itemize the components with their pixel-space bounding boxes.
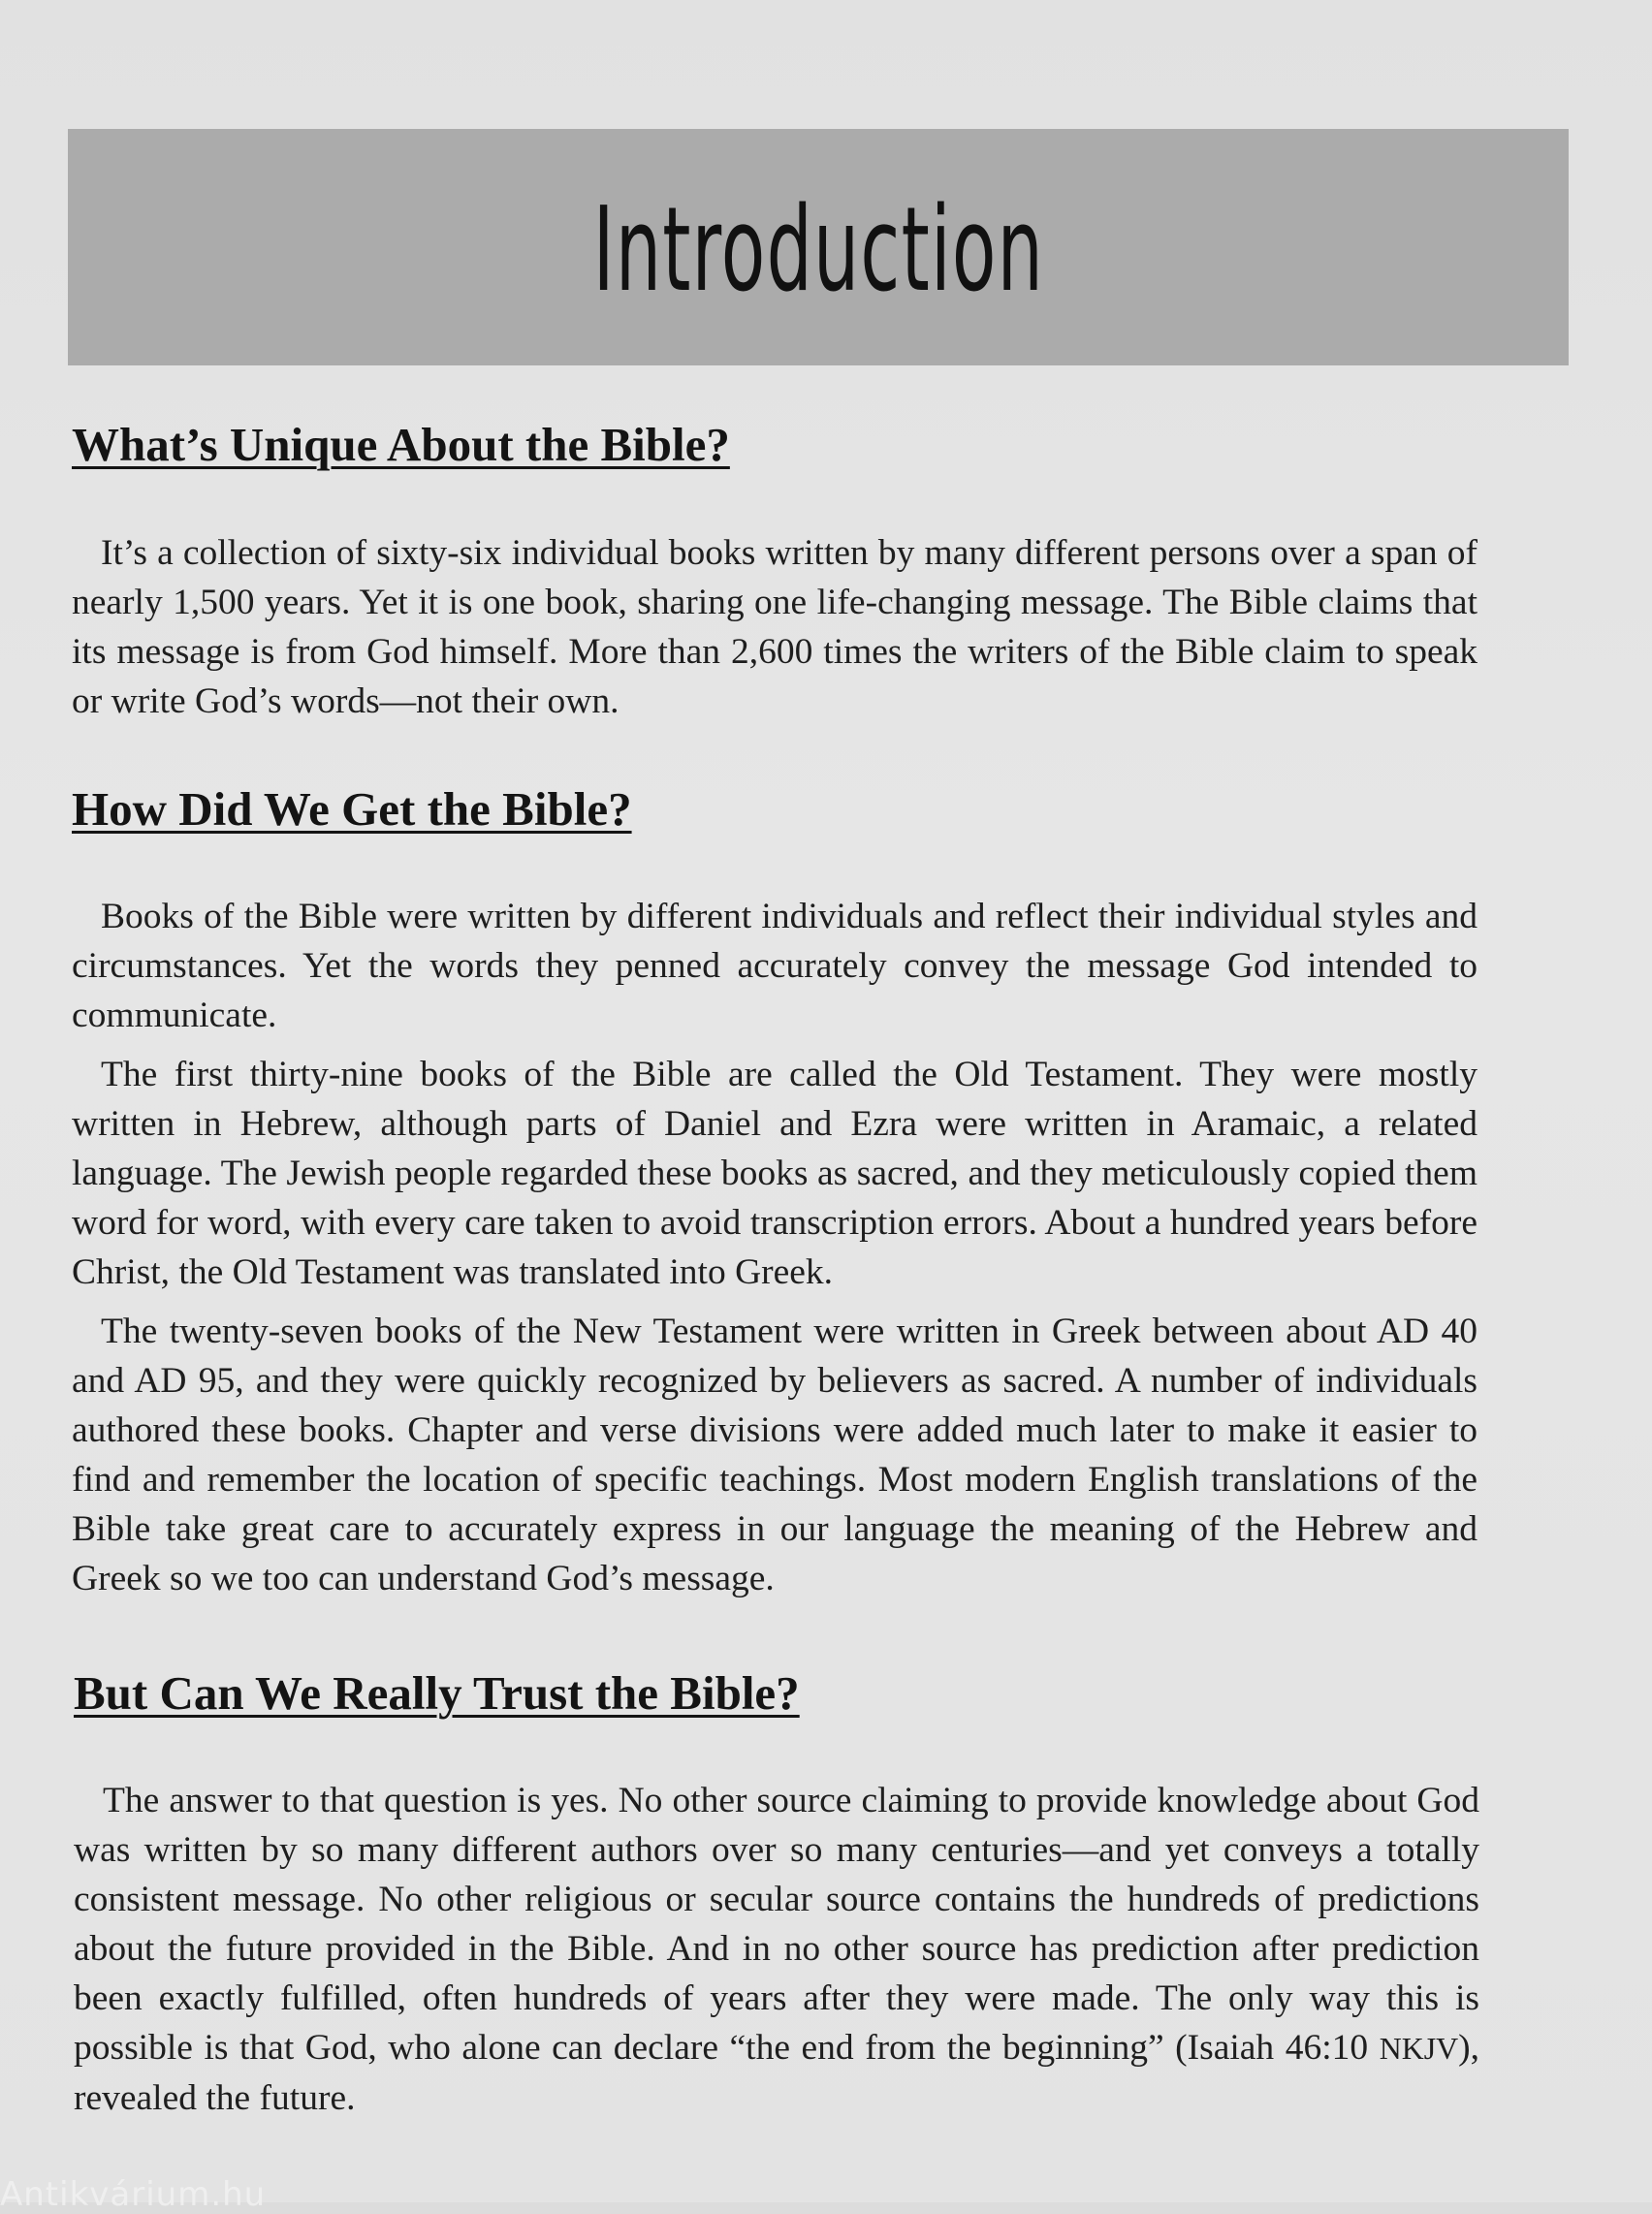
- section-heading: What’s Unique About the Bible?: [72, 418, 730, 471]
- section-trust: [74, 1665, 1479, 2133]
- paragraph: The twenty-seven books of the New Testament were written in Greek between about AD 40 and AD 95, and they were quickly recognized by believers as sacred. A number of individuals authored these books. Chapter and verse divisions were added much later to make it easier to find and remember the location of specific teachings. Most modern English translations of the Bible take great care to accurately express in our language the meaning of the Hebrew and Greek so we too can understand God’s message.: [72, 1311, 1477, 1598]
- title-banner: [68, 129, 1569, 365]
- bible-version-abbreviation: NKJV: [1379, 2031, 1459, 2066]
- paragraph: Books of the Bible were written by different individuals and reflect their individual styles and circumstances. Yet the words they penned accurately convey the message God intended to communicate.: [72, 896, 1477, 1035]
- paragraph: It’s a collection of sixty-six individual books written by many different persons over a span of nearly 1,500 years. Yet it is one book, sharing one life-changing message. The Bible claims that its message is from God himself. More than 2,600 times the writers of the Bible claim to speak or write God’s words—not their own.: [72, 532, 1477, 721]
- section-how-we-got-bible: [72, 781, 1477, 1613]
- section-heading: How Did We Get the Bible?: [72, 782, 632, 836]
- section-heading: But Can We Really Trust the Bible?: [74, 1666, 800, 1720]
- page-title: Introduction: [592, 183, 1044, 318]
- paragraph-closing: ), revealed the future.: [74, 2027, 1479, 2118]
- paragraph: [74, 1776, 1479, 2123]
- paragraph-text: The answer to that question is yes. No other source claiming to provide knowledge about God was written by so many different authors over so many centuries—and yet conveys a totally consistent message. No other religious or secular source contains the hundreds of predictions about the future provided in the Bible. And in no other source has prediction after prediction been exactly fulfilled, often hundreds of years after they were made. The only way this is possible is that God, who alone can declare “the end from the beginning” (Isaiah 46:10: [74, 1780, 1479, 2068]
- section-unique: [72, 417, 1477, 736]
- watermark: Antikvárium.hu: [0, 2175, 267, 2214]
- paragraph: The first thirty-nine books of the Bible are called the Old Testament. They were mostly written in Hebrew, although parts of Daniel and Ezra were written in Aramaic, a related language. The Jewish people regarded these books as sacred, and they meticulously copied them word for word, with every care taken to avoid transcription errors. About a hundred years before Christ, the Old Testament was translated into Greek.: [72, 1054, 1477, 1292]
